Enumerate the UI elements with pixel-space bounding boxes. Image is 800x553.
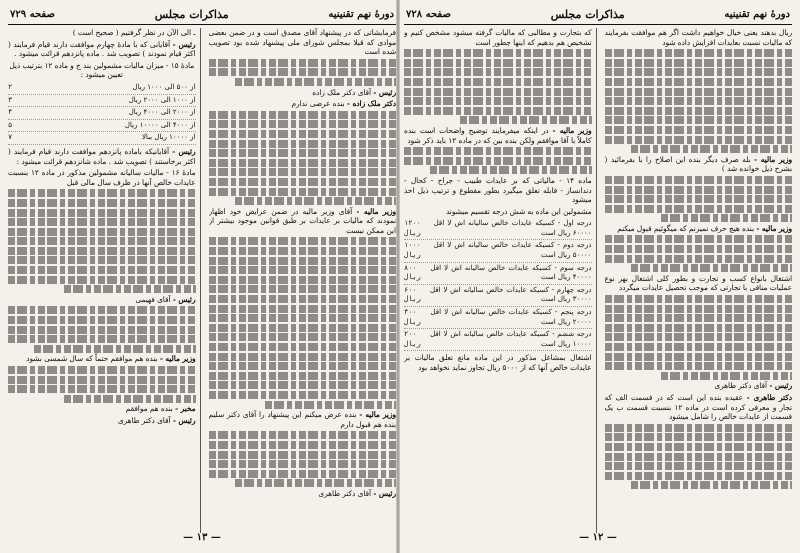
page-729 <box>8 6 396 546</box>
paragraph: آقای وزیر مالیه در ضمن عرایض خود اظهار نمودند که مالیات بر عایدات بر طبق قوانین موجود بیشتر از این ممکن نیست <box>208 206 396 235</box>
paragraph: مشمولین این ماده به شش درجه تقسیم میشوند <box>445 206 592 216</box>
paragraph: آقای فهیمی <box>135 294 171 304</box>
speaker: دکتر طاهری - <box>746 392 792 402</box>
speaker: وزیر مالیه - <box>552 125 592 135</box>
paragraph: آقای دکتر طاهری <box>117 415 171 425</box>
tax-rate-table <box>8 82 196 145</box>
paragraph: اشتغال بانواع کسب و تجارت و بطور کلی اشتغال بهر نوع عملیات منافی با تجارتی که موجب تحصیل عایدات میگردد <box>604 273 792 293</box>
speaker: رئیس - <box>172 415 196 425</box>
table-row: از ۴۰۰۰ الی ۱۰۰۰۰ ریال ۵ <box>8 120 196 133</box>
table-row: درجه پنجم - کسیکه عایدات خالص سالیانه اش لا اقل ۲۰۰۰۰ ریال است ۴۰۰ ریال <box>404 307 592 329</box>
header-center: مذاکرات مجلس <box>550 7 625 21</box>
table-row: از ۲۰۰۰ الی ۴۰۰۰ ریال ۴ <box>8 107 196 120</box>
speaker: دکتر ملک زاده - <box>346 99 396 109</box>
paragraph: ریال بدهند یعنی خیال خواهیم داشت اگر هم موافقت بفرمایند که مالیات نسبت بعایدات افزایش داده شود <box>604 28 792 47</box>
table-row: درجه اول - کسیکه عایدات خالص سالیانه اش لا اقل ۶۰۰۰۰ ریال است ۱۲۰۰ ریال <box>404 218 592 240</box>
speaker: رئیس - <box>373 488 396 498</box>
table-row: درجه دوم - کسیکه عایدات خالص سالیانه اش لا اقل ۵۰۰۰۰ ریال است ۱۰۰۰ ریال <box>404 240 592 262</box>
speaker: رئیس - <box>769 381 792 391</box>
paragraph: آقای دکتر طاهری <box>714 381 768 391</box>
text-columns <box>8 25 396 533</box>
column-left <box>8 28 201 533</box>
page-number: — ۱۳ — <box>183 532 221 543</box>
table-row: درجه چهارم - کسیکه عایدات خالص سالیانه اش لا اقل ۳۰۰۰۰ ریال است ۶۰۰ ریال <box>404 285 592 307</box>
table-row: از ۱۰۰۰ الی ۲۰۰۰ ریال ۳ <box>8 95 196 108</box>
paragraph: آقای دکتر طاهری <box>318 488 372 498</box>
speaker: رئیس - <box>373 87 396 97</box>
speaker: وزیر مالیه - <box>359 410 396 420</box>
physician-tax-table <box>404 218 592 351</box>
paragraph: مادهٔ ۱۶ - مالیات سالیانه مشمولین مذکور در ماده ۱۲ بنسبت عایدات خالص آنها در ظرف سال مالی قبل <box>8 168 196 187</box>
page-header <box>404 6 792 25</box>
column-right <box>605 28 793 533</box>
column-right <box>209 28 397 533</box>
page-number: — ۱۲ — <box>579 532 617 543</box>
paragraph: اشتغال بمشاغل مذکور در این ماده مانع تعلق مالیات بر عایدات خالص آنها که از ۵۰۰۰ ریال تجاوز نماید نخواهد بود <box>404 353 592 372</box>
header-right: دورهٔ نهم تقنینیه <box>328 8 394 20</box>
paragraph: آقایانیکه باماده پانزدهم موافقت دارند قیام فرمایند ( اکثر برخاستند ) تصویب شد . ماده شانزدهم قرائت میشود : <box>8 146 196 166</box>
page-header <box>8 6 396 25</box>
paragraph: آقایانی که با مادهٔ چهارم موافقت دارند قیام فرمایند ( اکثر قیام نمودند ) تصویب شد . ماده پانزدهم قرائت میشود . <box>8 39 196 59</box>
speaker: وزیر مالیه - <box>356 206 396 216</box>
speaker: رئیس - <box>172 146 196 156</box>
paragraph: بنده عرضی ندارم <box>291 99 345 109</box>
table-row: از ۱۰۰۰۰ ریال ببالا ۷ <box>8 132 196 145</box>
speaker: رئیس - <box>172 39 196 49</box>
speaker: وزیر مالیه - <box>754 154 792 164</box>
paragraph: بنده هم موافقم حتماً که سال شمسی بشود <box>26 354 158 364</box>
paragraph: آقای دکتر ملک زاده <box>312 87 372 97</box>
article-text: ماده ۱۴ - مالیاتی که بر عایدات طبیب - جراح - کحال - دندانساز - قابله تعلق میگیرد بطور مقطوع و ترتیب ذیل اخذ میشود <box>404 175 592 205</box>
paragraph: بنده هم موافقم <box>125 404 173 414</box>
paragraph: بنده عرض میکنم این پیشنهاد را آقای دکتر سلیم بنده هم قبول دارم <box>208 410 396 429</box>
article-heading: مادهٔ ۱۵ - میزان مالیات مشمولین بند ج و ماده ۱۲ بترتیب ذیل تعیین میشود : <box>9 60 195 80</box>
speaker: وزیر مالیه - <box>159 354 196 364</box>
text-columns <box>404 25 792 533</box>
paragraph: که بتجارت و مطالبی که مالیات گرفته میشود مشخص کنیم و تشخیص هم بدهیم که اینها چطور است <box>404 28 592 47</box>
paragraph: در اینکه میفرمایند توضیح واضحات است بنده کاملاً با آقا موافقم ولکن بنده بین که در ماده ۱۲ باید ذکر شود <box>404 125 592 145</box>
table-row: درجه سوم - کسیکه عایدات خالص سالیانه اش لا اقل ۴۰۰۰۰ ریال است ۸۰۰ ریال <box>404 263 592 285</box>
header-left: صفحه ۷۲۹ <box>10 8 55 20</box>
table-row: از ۵۰۰ الی ۱۰۰۰ ریال ۲ <box>8 82 196 95</box>
header-left: صفحه ۷۲۸ <box>406 8 451 20</box>
paragraph: ـ الی الآن در نظر گرفتیم ( صحیح است ) <box>72 28 196 37</box>
speaker: رئیس - <box>172 294 196 304</box>
book-gutter <box>396 0 400 553</box>
paragraph: فرمایشاتی که در پیشنهاد آقای مصدق است و در ضمن بعضی موادی که قبلا بمجلس شورای ملی پیشنهاد شده بود تصویب شده است <box>208 28 396 57</box>
paragraph: بنده هیچ حرف نمیزنم که میگوئیم قبول میکنم <box>617 223 754 233</box>
table-row: درجه ششم - کسیکه عایدات خالص سالیانه اش لا اقل ۱۰۰۰۰ ریال است ۲۰۰ ریال <box>404 329 592 351</box>
header-center: مذاکرات مجلس <box>154 7 229 21</box>
paragraph: بله صرف دیگر بنده این اصلاح را با بفرمائید ( بشرح ذیل خوانده شد ) <box>604 154 792 174</box>
paragraph: عقیده بنده این است که در قسمت الف که تجار و معرفی کرده است در ماده ۱۲ بنسبت قسمت ب یک قسمت از عایدات خالص را شامل میشود <box>604 392 792 422</box>
speaker: مخبر - <box>175 404 196 414</box>
column-left <box>404 28 597 533</box>
speaker: وزیر مالیه - <box>756 223 792 233</box>
header-right: دورهٔ نهم تقنینیه <box>724 8 790 20</box>
page-728 <box>404 6 792 546</box>
